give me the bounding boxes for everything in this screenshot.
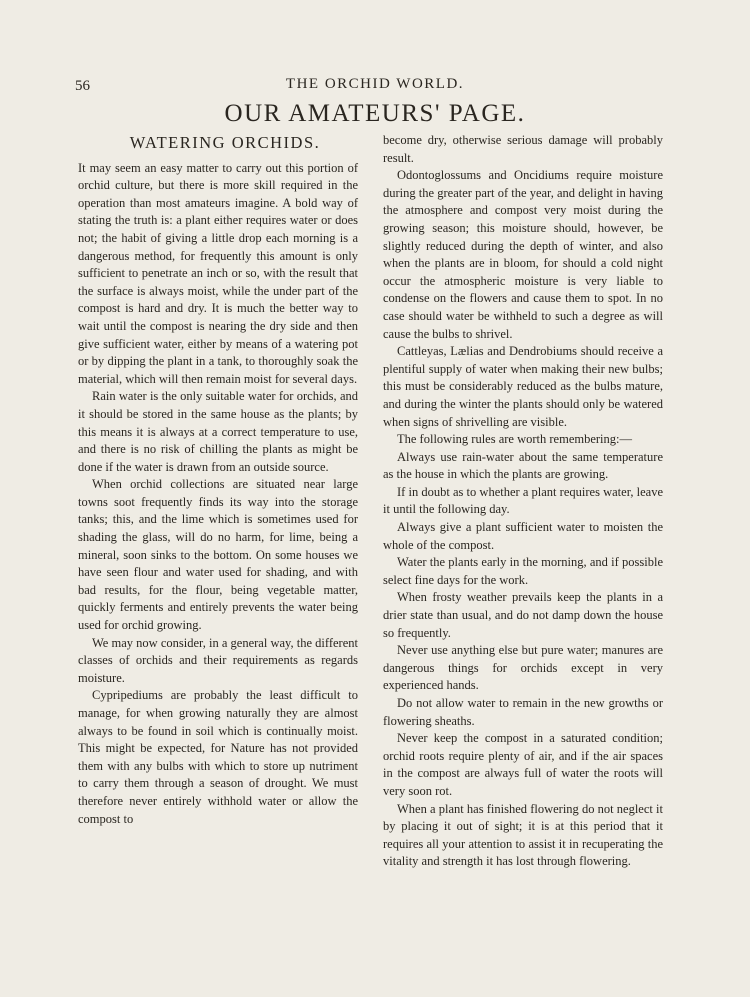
paragraph: We may now consider, in a general way, the different classes of orchids and their requirements as regards moisture. (78, 635, 358, 685)
rule-item: When a plant has finished flowering do not neglect it by placing it out of sight; it is at this period that it requires all your attention to assist it in recuperating the vitality and strength it has lost through flowering. (383, 801, 663, 869)
right-column (383, 132, 663, 871)
paragraph: It may seem an easy matter to carry out this portion of orchid culture, but there is more skill required in the operation than most amateurs imagine. A bold way of stating the truth is: a plant either requires water or does not; the habit of giving a little drop each morning is a dangerous method, for frequently this amount is only sufficient to penetrate an inch or so, with the result that the surface is always moist, while the under part of the compost is hard and dry. It is much the better way to wait until the compost is nearing the dry side and then give sufficient water, either by means of a watering pot or by dipping the plant in a tank, to thoroughly soak the material, which will then remain moist for several days. (78, 160, 358, 386)
paragraph: The following rules are worth remembering:— (397, 432, 632, 447)
page-number: 56 (75, 78, 90, 94)
left-column (78, 134, 358, 828)
rule-item: Never use anything else but pure water; manures are dangerous things for orchids except in very experienced hands. (383, 643, 663, 693)
rule-item: Water the plants early in the morning, and if possible select fine days for the work. (383, 555, 663, 587)
paragraph: Cattleyas, Lælias and Dendrobiums should receive a plentiful supply of water when making their new bulbs; this must be considerably reduced as the bulbs mature, and during the winter the plants should only be watered when signs of shrivelling are visible. (383, 344, 663, 429)
rule-item: Do not allow water to remain in the new growths or flowering sheaths. (383, 696, 663, 728)
article-title: WATERING ORCHIDS. (129, 133, 321, 152)
paragraph: become dry, otherwise serious damage will probably result. (383, 133, 663, 165)
paragraph: When orchid collections are situated near large towns soot frequently finds its way into the storage tanks; this, and the lime which is sometimes used for shading the glass, will do no harm, for lime, being a mineral, soon sinks to the bottom. On some houses we have seen flour and water used for shading, and with bad results, for the flour, being vegetable matter, quickly ferments and entirely prevents the water being used for orchid growing. (78, 477, 358, 633)
paragraph: Rain water is the only suitable water for orchids, and it should be stored in the same house as the plants; by this means it is always at a correct temperature to use, and there is no risk of chilling the plants as might be done if the water is drawn from an outside source. (78, 389, 358, 474)
rule-item: Always give a plant sufficient water to moisten the whole of the compost. (383, 520, 663, 552)
paragraph: Cypripediums are probably the least difficult to manage, for when growing naturally they are almost always to be found in soil which is continually moist. This might be expected, for Nature has not provided them with any bulbs with which to store up nutriment to carry them through a season of drought. We must therefore never entirely withhold water or allow the compost to (78, 688, 358, 826)
paragraph: Odontoglossums and Oncidiums require moisture during the greater part of the year, and delight in having the atmosphere and compost very moist during the growing season; this moisture should, however, be slightly reduced during the depth of winter, and also when the plants are in bloom, for should a cold night occur the atmospheric moisture is very liable to condense on the flowers and cause them to spot. In no case should water be withheld to such a degree as will cause the bulbs to shrivel. (383, 168, 663, 341)
rule-item: Never keep the compost in a saturated condition; orchid roots require plenty of air, and if the air spaces in the compost are always full of water the roots will very soon rot. (383, 731, 663, 798)
rule-item: Always use rain-water about the same temperature as the house in which the plants are growing. (383, 449, 663, 482)
running-head: THE ORCHID WORLD. (285, 76, 465, 92)
rule-item: If in doubt as to whether a plant requires water, leave it until the following day. (383, 484, 663, 517)
rule-item: When frosty weather prevails keep the plants in a drier state than usual, and do not damp down the house so frequently. (383, 590, 663, 640)
section-title: OUR AMATEURS' PAGE. (224, 100, 526, 127)
